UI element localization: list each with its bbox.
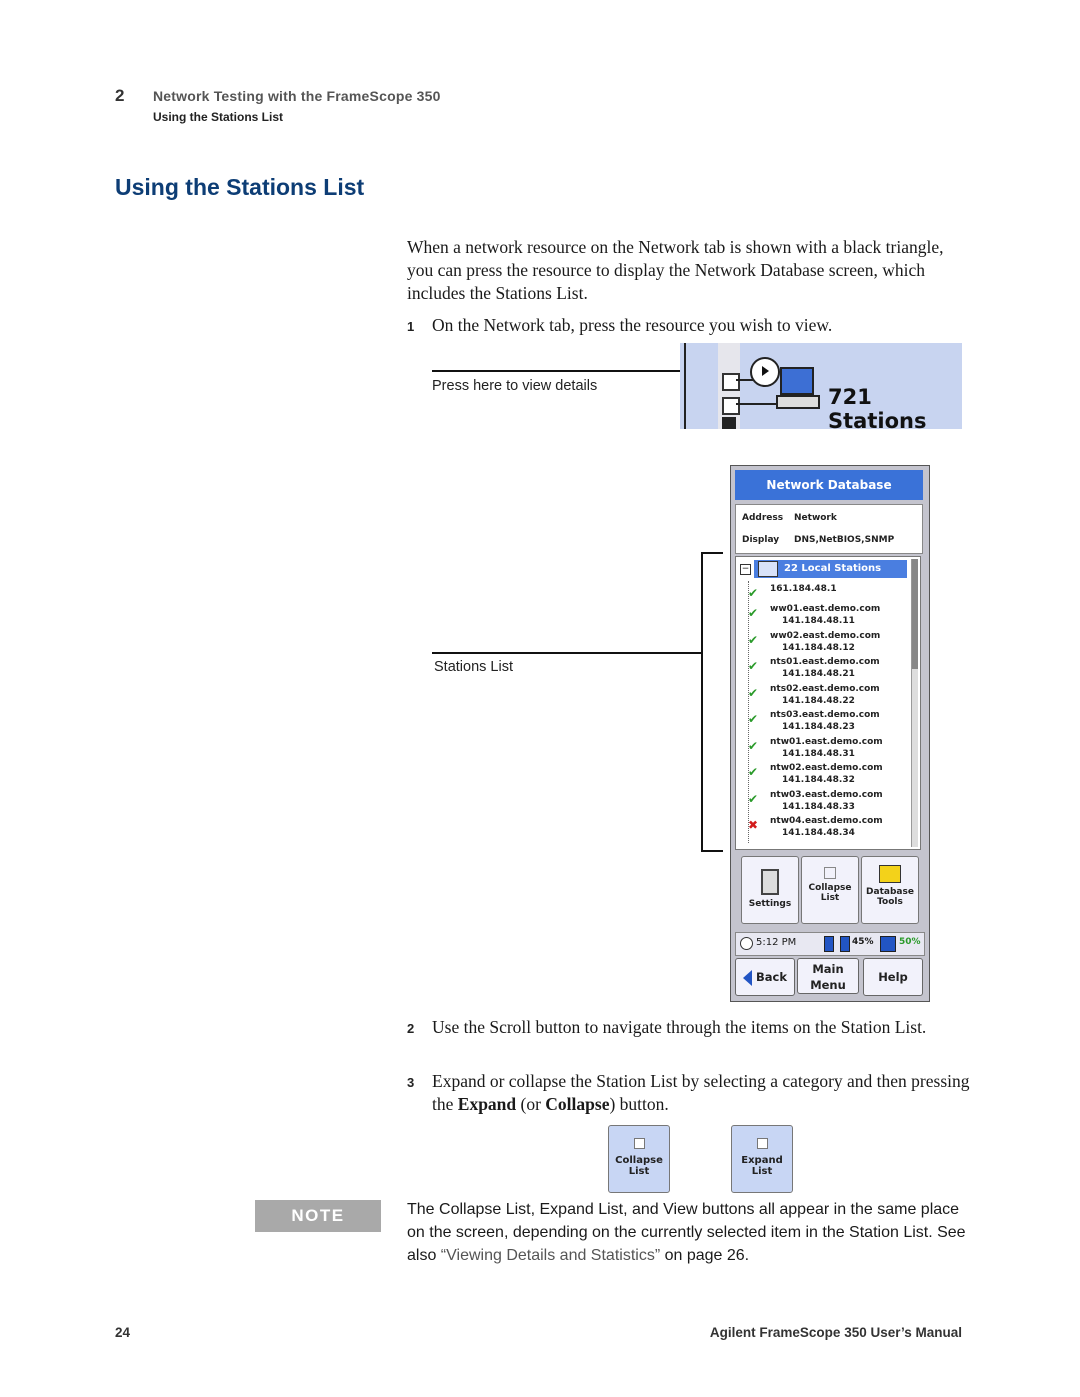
expand-list-button[interactable] [731, 1125, 793, 1193]
station-address: 141.184.48.21 [782, 669, 855, 679]
station-name: 161.184.48.1 [770, 584, 837, 594]
station-address: 141.184.48.32 [782, 775, 855, 785]
station-name: ntw03.east.demo.com [770, 789, 883, 800]
checkmark-icon: ✔ [748, 606, 759, 620]
intro-paragraph: When a network resource on the Network tab is shown with a black triangle, you can press the resource to display the Network Database screen, which includes the Stations List. [407, 237, 944, 303]
scroll-thumb[interactable] [912, 559, 918, 669]
screen-title: Network Database [735, 470, 923, 500]
step-text: Expand or collapse the Station List by selecting a category and then pressing the Expand (or Collapse) button. [432, 1071, 970, 1114]
section-running-head: Using the Stations List [153, 110, 284, 124]
back-arrow-icon [743, 970, 752, 986]
database-info [735, 504, 923, 554]
checkmark-icon: ✔ [748, 791, 759, 806]
station-name: nts03.east.demo.com [770, 710, 880, 720]
collapse-list-button[interactable] [801, 856, 859, 924]
checkmark-icon: ✔ [748, 712, 759, 726]
collapse-icon [824, 867, 836, 879]
station-name: ntw02.east.demo.com [770, 763, 883, 773]
status-time: 5:12 PM [756, 937, 797, 948]
display-label: Display [742, 535, 780, 545]
collapse-keyword: Collapse [545, 1094, 610, 1114]
expand-triangle-icon[interactable] [750, 357, 780, 387]
dbtools-label-1: Database [866, 887, 914, 897]
step-text: Use the Scroll button to navigate through the items on the Station List. [432, 1017, 927, 1037]
station-name: ntw04.east.demo.com [770, 816, 883, 826]
folder-icon [879, 865, 901, 883]
main-menu-button[interactable] [797, 958, 859, 994]
collapse-label-2: List [628, 1166, 650, 1177]
callout-stations-list: Stations List [434, 659, 513, 675]
dbtools-label-2: Tools [877, 897, 903, 907]
address-label: Address [742, 513, 784, 523]
page-heading: Using the Stations List [115, 174, 365, 200]
disk-icon [880, 936, 896, 952]
cross-reference-link[interactable]: “Viewing Details and Statistics” [440, 1247, 661, 1264]
station-address: 141.184.48.22 [782, 695, 855, 706]
bracket-line [701, 552, 723, 554]
error-x-icon: ✖ [748, 818, 759, 832]
step-number: 2 [407, 1021, 415, 1036]
collapse-label-1: Collapse [808, 883, 852, 893]
expand-label-1: Expand [741, 1155, 783, 1166]
checkmark-icon: ✔ [748, 738, 759, 753]
station-address: 141.184.48.23 [782, 722, 855, 732]
collapse-icon [634, 1138, 645, 1149]
bracket-line [701, 850, 723, 852]
collapse-label-1: Collapse [615, 1155, 663, 1166]
main-menu-label-2: Menu [810, 978, 846, 992]
callout-line [432, 652, 702, 654]
main-menu-label-1: Main [812, 962, 844, 976]
computer-icon [780, 367, 814, 395]
address-value: Network [794, 513, 837, 523]
bracket-line [701, 552, 703, 852]
step-number: 3 [407, 1075, 415, 1090]
network-resource-strip[interactable] [680, 343, 962, 433]
collapse-label-2: List [820, 893, 840, 903]
clock-icon [740, 937, 753, 950]
battery-level-1: 45% [852, 937, 874, 947]
manual-title: Agilent FrameScope 350 User’s Manual [709, 1325, 962, 1340]
station-name: nts02.east.demo.com [770, 683, 880, 694]
callout-press-here: Press here to view details [432, 378, 598, 394]
chapter-number: 2 [115, 86, 125, 105]
settings-label: Settings [748, 899, 792, 909]
battery-icon [824, 936, 834, 952]
station-count: 721 Stations [828, 385, 927, 433]
station-address: 141.184.48.12 [782, 642, 855, 653]
settings-icon [761, 869, 779, 895]
checkmark-icon: ✔ [748, 765, 759, 779]
station-address: 141.184.48.31 [782, 748, 855, 759]
station-name: ntw01.east.demo.com [770, 736, 883, 747]
list-category-header[interactable]: 22 Local Stations [754, 560, 907, 578]
collapse-toggle-icon[interactable]: − [741, 564, 750, 574]
expand-keyword: Expand [457, 1094, 517, 1114]
station-address: 141.184.48.34 [782, 828, 855, 838]
status-bar [735, 932, 925, 956]
port-icon [722, 373, 740, 391]
checkmark-icon: ✔ [748, 632, 759, 647]
checkmark-icon: ✔ [748, 586, 759, 600]
settings-button[interactable] [741, 856, 799, 924]
station-address: 141.184.48.33 [782, 801, 855, 812]
station-name: nts01.east.demo.com [770, 657, 880, 667]
list-scrollbar[interactable] [911, 559, 918, 847]
station-address: 141.184.48.11 [782, 616, 855, 626]
step-text: On the Network tab, press the resource you wish to view. [432, 315, 833, 335]
help-button[interactable]: Help [863, 958, 923, 996]
checkmark-icon: ✔ [748, 659, 759, 673]
expand-icon [757, 1138, 768, 1149]
port-icon [722, 397, 740, 415]
page-number: 24 [115, 1325, 131, 1340]
stations-list[interactable] [735, 556, 921, 850]
battery-icon [840, 936, 850, 952]
step-number: 1 [407, 319, 415, 334]
expand-label-2: List [751, 1166, 773, 1177]
station-name: ww02.east.demo.com [770, 630, 881, 641]
chapter-title: Network Testing with the FrameScope 350 [153, 88, 441, 104]
station-name: ww01.east.demo.com [770, 604, 881, 614]
checkmark-icon: ✔ [748, 685, 759, 700]
battery-level-2: 50% [899, 937, 921, 947]
note-text: The Collapse List, Expand List, and View buttons all appear in the same place on the screen, depending on the currently selected item in the Station List. See also “Viewing Details and Statistics” on page 26. [407, 1201, 966, 1264]
note-label: NOTE [255, 1200, 381, 1232]
back-button[interactable] [735, 958, 795, 996]
database-tools-button[interactable] [861, 856, 919, 924]
computer-icon [758, 561, 778, 577]
network-database-screen [730, 465, 930, 1002]
display-value: DNS,NetBIOS,SNMP [794, 535, 895, 545]
collapse-list-button[interactable] [608, 1125, 670, 1193]
back-label: Back [756, 970, 787, 984]
